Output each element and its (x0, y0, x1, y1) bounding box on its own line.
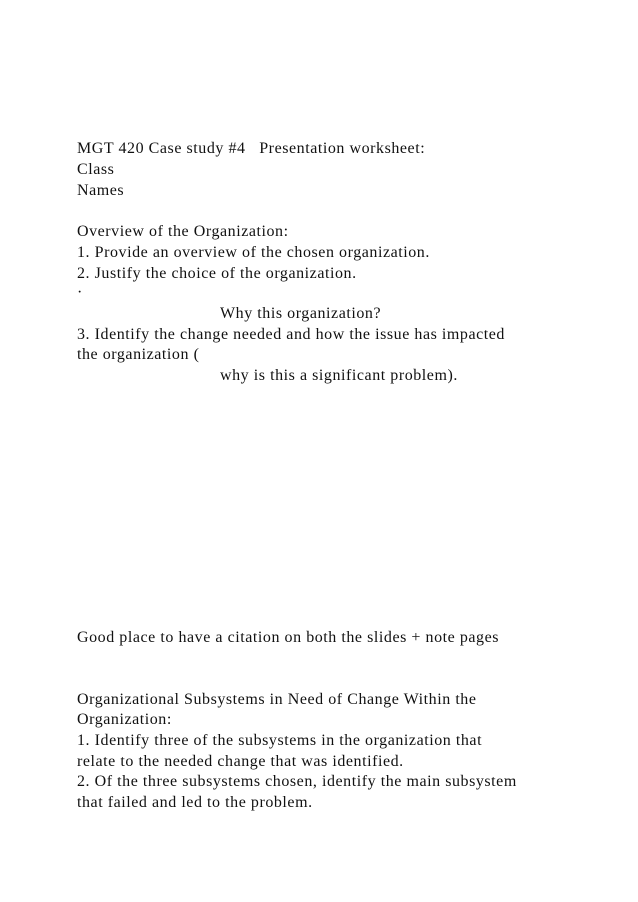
subsystems-item-1-line-2: relate to the needed change that was identified. (77, 753, 404, 770)
overview-item-3-line-1: 3. Identify the change needed and how the issue has impacted (77, 326, 505, 343)
subsystems-item-2-line-1: 2. Of the three subsystems chosen, identify the main subsystem (77, 773, 517, 790)
overview-heading: Overview of the Organization: (77, 223, 289, 240)
overview-item-2: 2. Justify the choice of the organization. (77, 265, 357, 282)
subsystems-heading-line-1: Organizational Subsystems in Need of Change Within the (77, 691, 477, 708)
names-label: Names (77, 182, 125, 199)
subsystems-item-2-line-2: that failed and led to the problem. (77, 794, 313, 811)
worksheet-title: MGT 420 Case study #4 Presentation worksheet: (77, 140, 426, 157)
subsystems-heading-line-2: Organization: (77, 711, 172, 728)
citation-note: Good place to have a citation on both the slides + note pages (77, 629, 500, 646)
overview-item-3-line-2: the organization ( (77, 346, 200, 363)
subsystems-item-1-line-1: 1. Identify three of the subsystems in the organization that (77, 732, 483, 749)
overview-item-1: 1. Provide an overview of the chosen organization. (77, 244, 430, 261)
bullet-marker: · (77, 284, 83, 301)
overview-item-3-sub: why is this a significant problem). (220, 367, 458, 384)
overview-item-2-sub: Why this organization? (220, 305, 382, 322)
class-label: Class (77, 161, 115, 178)
